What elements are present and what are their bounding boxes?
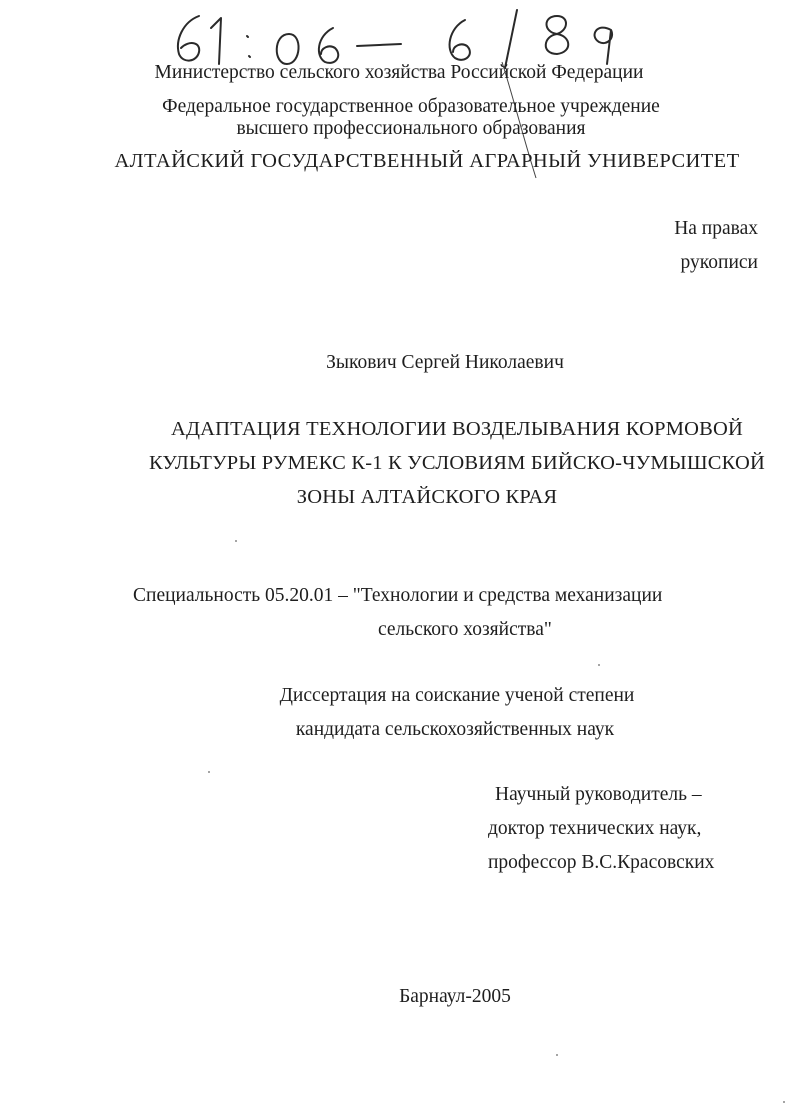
scan-speck — [235, 540, 237, 542]
supervisor-line-3: профессор В.С.Красовских — [488, 852, 715, 873]
supervisor-line-1: Научный руководитель – — [495, 784, 702, 805]
scan-speck — [598, 664, 600, 666]
institution-line-1: Федеральное государственное образовательное учреждение — [162, 96, 660, 117]
supervisor-line-2: доктор технических наук, — [488, 818, 702, 839]
institution-line-2: высшего профессионального образования — [236, 118, 586, 139]
ministry-line: Министерство сельского хозяйства Российской Федерации — [154, 62, 644, 83]
title-line-3: ЗОНЫ АЛТАЙСКОГО КРАЯ — [296, 486, 558, 508]
scan-speck — [208, 771, 210, 773]
scan-speck — [783, 1101, 785, 1103]
specialty-line-1: Специальность 05.20.01 – "Технологии и средства механизации — [133, 585, 663, 606]
title-line-1: АДАПТАЦИЯ ТЕХНОЛОГИИ ВОЗДЕЛЫВАНИЯ КОРМОВОЙ — [170, 418, 744, 440]
dissertation-line-2: кандидата сельскохозяйственных наук — [295, 719, 615, 740]
rights-line-1: На правах — [674, 218, 758, 239]
place-year: Барнаул-2005 — [399, 986, 511, 1007]
scan-speck — [556, 1054, 558, 1056]
specialty-line-2: сельского хозяйства" — [378, 619, 552, 640]
rights-line-2: рукописи — [680, 252, 758, 273]
university-name: АЛТАЙСКИЙ ГОСУДАРСТВЕННЫЙ АГРАРНЫЙ УНИВЕРСИТЕТ — [114, 150, 740, 172]
author-name: Зыкович Сергей Николаевич — [326, 352, 564, 373]
dissertation-line-1: Диссертация на соискание ученой степени — [279, 685, 635, 706]
title-line-2: КУЛЬТУРЫ РУМЕКС К-1 К УСЛОВИЯМ БИЙСКО-ЧУМЫШСКОЙ — [148, 452, 766, 474]
